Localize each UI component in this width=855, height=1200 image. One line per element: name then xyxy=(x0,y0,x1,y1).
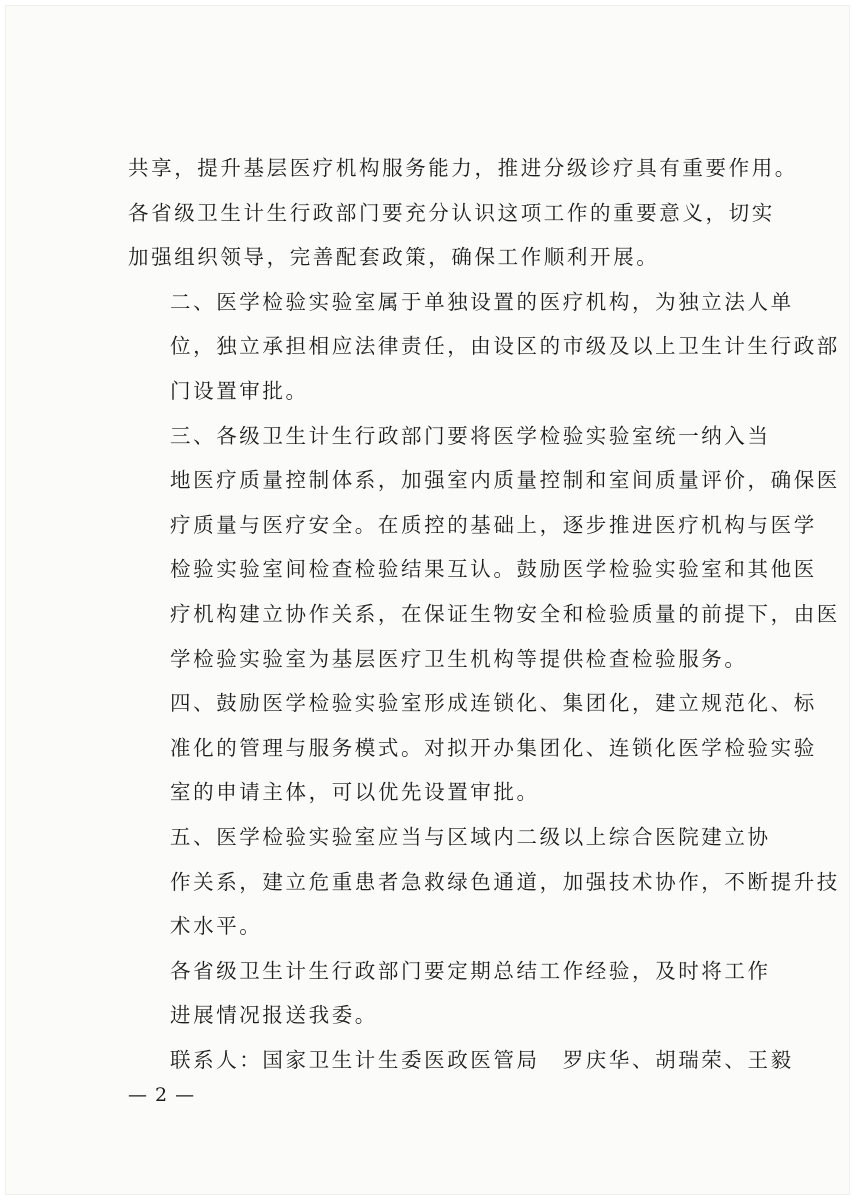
paragraph xyxy=(128,146,798,280)
text-line: 联系人：国家卫生计生委医政医管局 罗庆华、胡瑞荣、王毅 xyxy=(170,1047,794,1072)
text-line: 位，独立承担相应法律责任，由设区的市级及以上卫生计生行政部 xyxy=(170,334,840,359)
text-line: 三、各级卫生计生行政部门要将医学检验实验室统一纳入当 xyxy=(170,423,771,448)
document-body xyxy=(128,146,840,1082)
text-line: 门设置审批。 xyxy=(170,378,309,403)
text-line: 地医疗质量控制体系，加强室内质量控制和室间质量评价，确保医 xyxy=(170,468,840,493)
paragraph xyxy=(128,949,771,1038)
text-line: 四、鼓励医学检验实验室形成连锁化、集团化，建立规范化、标 xyxy=(170,691,817,716)
text-line: 作关系，建立危重患者急救绿色通道，加强技术协作，不断提升技 xyxy=(170,869,840,894)
page-number: — 2 — xyxy=(128,1084,196,1106)
text-line: 疗机构建立协作关系，在保证生物安全和检验质量的前提下，由医 xyxy=(170,601,840,626)
text-line: 各省级卫生计生行政部门要定期总结工作经验，及时将工作 xyxy=(170,958,771,983)
paragraph xyxy=(128,681,817,815)
paragraph xyxy=(128,1038,794,1083)
text-line: 室的申请主体，可以优先设置审批。 xyxy=(170,780,540,805)
text-line: 五、医学检验实验室应当与区域内二级以上综合医院建立协 xyxy=(170,824,771,849)
text-line: 二、医学检验实验室属于单独设置的医疗机构，为独立法人单 xyxy=(170,289,794,314)
paragraph xyxy=(128,414,840,682)
text-line: 检验实验室间检查检验结果互认。鼓励医学检验实验室和其他医 xyxy=(170,557,817,582)
document-page xyxy=(6,6,849,1194)
text-line: 术水平。 xyxy=(170,914,263,939)
text-line: 各省级卫生计生行政部门要充分认识这项工作的重要意义，切实 xyxy=(128,200,775,225)
paragraph xyxy=(128,815,840,949)
text-line: 疗质量与医疗安全。在质控的基础上，逐步推进医疗机构与医学 xyxy=(170,512,817,537)
text-line: 共享，提升基层医疗机构服务能力，推进分级诊疗具有重要作用。 xyxy=(128,156,798,180)
text-line: 学检验实验室为基层医疗卫生机构等提供检查检验服务。 xyxy=(170,646,748,671)
paragraph xyxy=(128,280,840,414)
text-line: 进展情况报送我委。 xyxy=(170,1003,378,1028)
text-line: 加强组织领导，完善配套政策，确保工作顺利开展。 xyxy=(128,245,660,270)
text-line: 准化的管理与服务模式。对拟开办集团化、连锁化医学检验实验 xyxy=(170,735,817,760)
